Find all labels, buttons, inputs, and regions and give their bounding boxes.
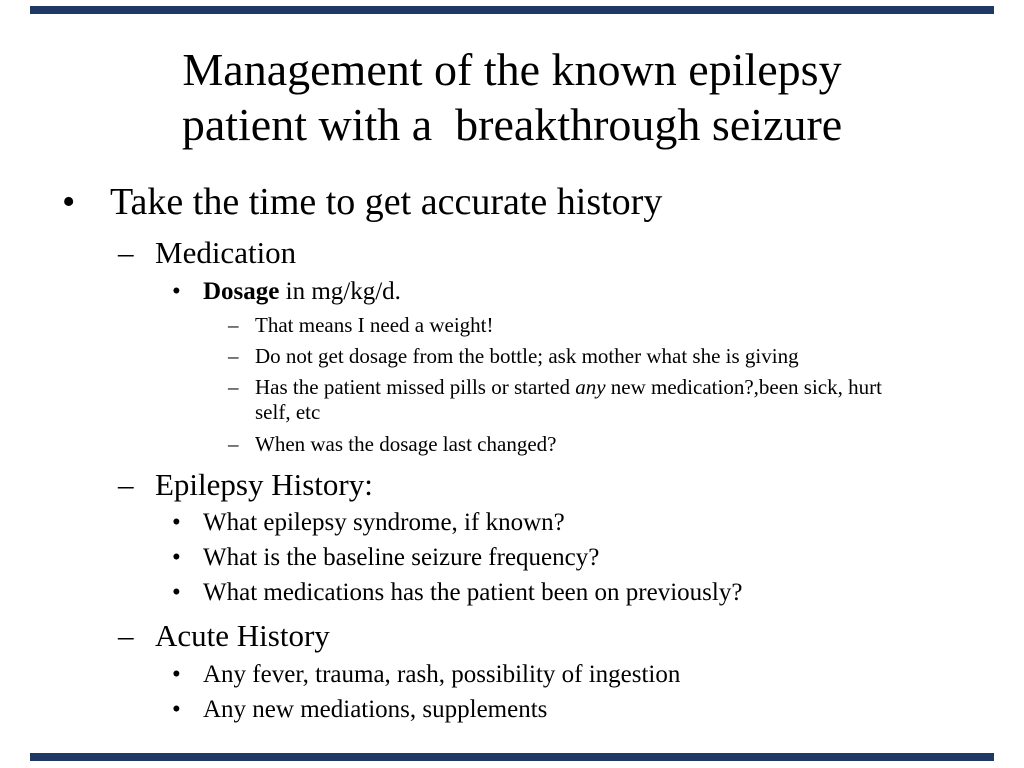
outline-item-level-2: [0, 618, 1024, 655]
outline-item-text: What medications has the patient been on previously?: [203, 579, 743, 607]
outline-item-text: Acute History: [155, 618, 330, 654]
outline-item-text: Medication: [155, 235, 297, 271]
outline-item-text: When was the dosage last changed?: [255, 431, 557, 456]
bottom-border-bar: [30, 753, 994, 761]
outline-item-level-2: [0, 467, 1024, 504]
dash-icon: –: [228, 343, 239, 368]
top-border-bar: [30, 6, 994, 14]
outline-item-level-4: [0, 313, 1024, 338]
outline-item-text: Dosage in mg/kg/d.: [203, 277, 401, 305]
outline-item-text: Do not get dosage from the bottle; ask mother what she is giving: [255, 343, 799, 368]
dash-icon: –: [228, 375, 239, 400]
dash-icon: –: [228, 431, 239, 456]
slide-title-line-2: patient with a breakthrough seizure: [181, 99, 843, 151]
outline-item-level-4: [0, 432, 1024, 457]
bullet-icon: •: [172, 277, 181, 305]
outline-item-level-3: [0, 277, 1024, 307]
outline-item-text: Any new mediations, supplements: [203, 695, 548, 723]
outline-item-level-3: [0, 508, 1024, 538]
slide-title-line-1: Management of the known epilepsy: [182, 44, 842, 95]
bullet-icon: •: [172, 579, 181, 607]
bullet-icon: •: [62, 181, 76, 224]
outline-item-text: Has the patient missed pills or started any new medication?,been sick, hurt self, etc: [255, 375, 882, 425]
bullet-icon: •: [172, 660, 181, 688]
dash-icon: –: [118, 618, 134, 654]
outline-item-text: Take the time to get accurate history: [110, 181, 663, 224]
outline-item-level-4: [0, 344, 1024, 369]
outline-item-level-3: [0, 660, 1024, 690]
bullet-icon: •: [172, 509, 181, 537]
outline-item-level-3: [0, 578, 1024, 608]
outline-item-text: That means I need a weight!: [255, 312, 494, 337]
outline-item-text: Any fever, trauma, rash, possibility of ingestion: [203, 660, 681, 688]
dash-icon: –: [118, 466, 134, 502]
outline-item-level-4: [0, 375, 1024, 425]
bullet-icon: •: [172, 544, 181, 572]
outline-item-text: What is the baseline seizure frequency?: [203, 544, 600, 572]
dash-icon: –: [228, 312, 239, 337]
outline-item-text: Epilepsy History:: [155, 466, 373, 502]
outline-item-level-2: [0, 235, 1024, 272]
outline-item-level-1: [0, 180, 1024, 225]
outline-item-level-3: [0, 543, 1024, 573]
slide-body-outline: [0, 180, 1024, 725]
dash-icon: –: [118, 235, 134, 271]
bullet-icon: •: [172, 695, 181, 723]
slide-title: [0, 42, 1024, 152]
outline-item-level-3: [0, 695, 1024, 725]
outline-item-text: What epilepsy syndrome, if known?: [203, 509, 565, 537]
